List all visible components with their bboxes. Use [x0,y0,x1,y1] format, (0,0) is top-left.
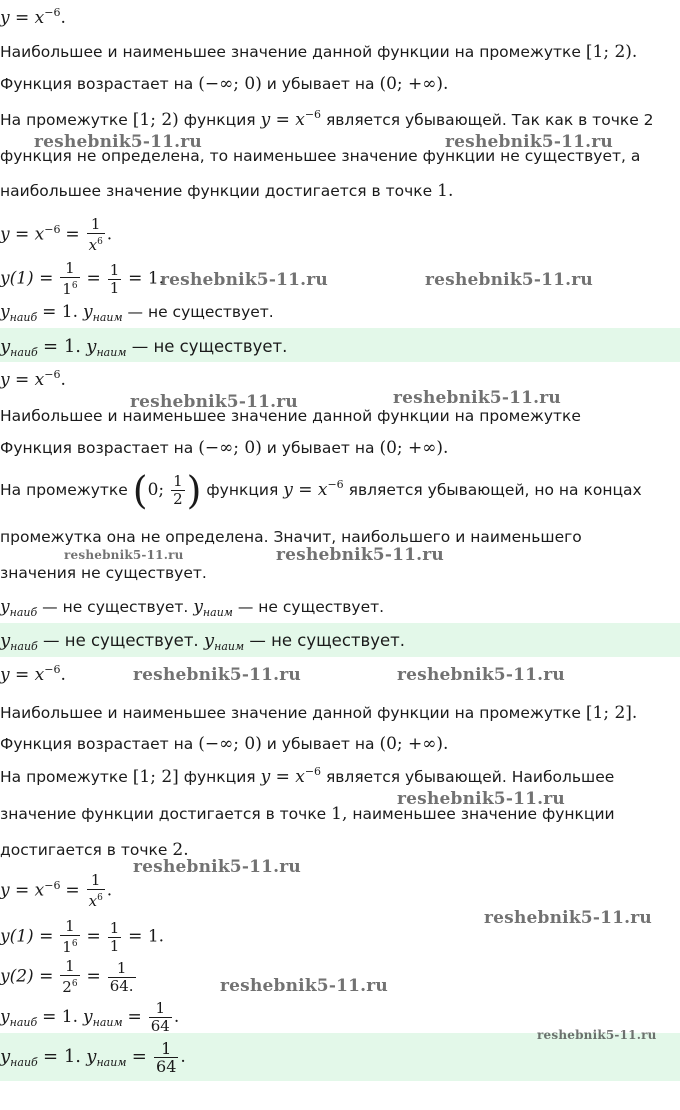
task-title: Наибольшее и наименьшее значение данной функции на промежутке [1; 2). [0,42,638,62]
function-definition: $y = x^{-6}$. [0,6,66,28]
answer-line: $y_{наиб}$ — не существует. $y_{наим}$ — не существует. [0,597,385,619]
watermark: reshebnik5-11.ru [220,976,388,996]
watermark: reshebnik5-11.ru [397,789,565,809]
answer-final: $y_{наиб} = 1$. $y_{наим}$ — не существует. [0,336,288,359]
monotonicity-line: Функция возрастает на (−∞; 0) и убывает на (0; +∞). [0,74,449,94]
paragraph-line: На промежутке [1; 2] функция $y = x^{-6}$ является убывающей. Наибольшее [0,765,615,787]
watermark: reshebnik5-11.ru [425,270,593,290]
equation-line: y(2) = $\frac{1}{2^6}$ = $\frac{1}{64.}$ [0,957,134,996]
paragraph-line: достигается в точке 2. [0,840,189,860]
paragraph-line: На промежутке (0; $\frac{1}{2}$ ) функция $y = x^{-6}$ является убывающей, но на концах [0,468,642,513]
watermark: reshebnik5-11.ru [133,665,301,685]
equation-line: y(1) = $\frac{1}{1^6}$ = $\frac{1}{1}$ = 1. [0,259,165,298]
watermark: reshebnik5-11.ru [397,665,565,685]
answer-final: $y_{наиб} = 1$. $y_{наим}$ = $\frac{1}{64}$ . [0,1039,186,1076]
function-definition: $y = x^{-6}$. [0,368,66,390]
paragraph-line: значения не существует. [0,564,207,582]
paragraph-line: функция не определена, то наименьшее значение функции не существует, а [0,147,641,165]
task-title: Наибольшее и наименьшее значение данной функции на промежутке [1; 2]. [0,703,638,723]
watermark: reshebnik5-11.ru [160,270,328,290]
monotonicity-line: Функция возрастает на (−∞; 0) и убывает на (0; +∞). [0,734,449,754]
task-title: Наибольшее и наименьшее значение данной функции на промежутке [0,407,581,425]
watermark: reshebnik5-11.ru [64,548,184,562]
watermark: reshebnik5-11.ru [276,545,444,565]
equation-line: y(1) = $\frac{1}{1^6}$ = $\frac{1}{1}$ = 1. [0,917,165,956]
answer-line: $y_{наиб} = 1$. $y_{наим}$ — не существует. [0,302,274,324]
watermark: reshebnik5-11.ru [393,388,561,408]
paragraph-line: наибольшее значение функции достигается в точке 1. [0,181,454,201]
watermark: reshebnik5-11.ru [537,1028,657,1042]
paragraph-line: промежутка она не определена. Значит, наибольшего и наименьшего [0,528,582,546]
equation-line: $y = x^{-6}$ = $\frac{1}{x^6}$ . [0,215,113,254]
paragraph-line: На промежутке [1; 2) функция $y = x^{-6}$ является убывающей. Так как в точке 2 [0,108,654,130]
watermark: reshebnik5-11.ru [130,392,298,412]
watermark: reshebnik5-11.ru [34,132,202,152]
paragraph-line: значение функции достигается в точке 1, наименьшее значение функции [0,804,615,824]
watermark: reshebnik5-11.ru [445,132,613,152]
monotonicity-line: Функция возрастает на (−∞; 0) и убывает на (0; +∞). [0,438,449,458]
watermark: reshebnik5-11.ru [484,908,652,928]
equation-line: $y = x^{-6}$ = $\frac{1}{x^6}$ . [0,871,113,910]
answer-line: $y_{наиб} = 1$. $y_{наим}$ = $\frac{1}{64}$ . [0,999,180,1035]
answer-final: $y_{наиб}$ — не существует. $y_{наим}$ — не существует. [0,630,405,653]
watermark: reshebnik5-11.ru [133,857,301,877]
function-definition: $y = x^{-6}$. [0,663,66,685]
